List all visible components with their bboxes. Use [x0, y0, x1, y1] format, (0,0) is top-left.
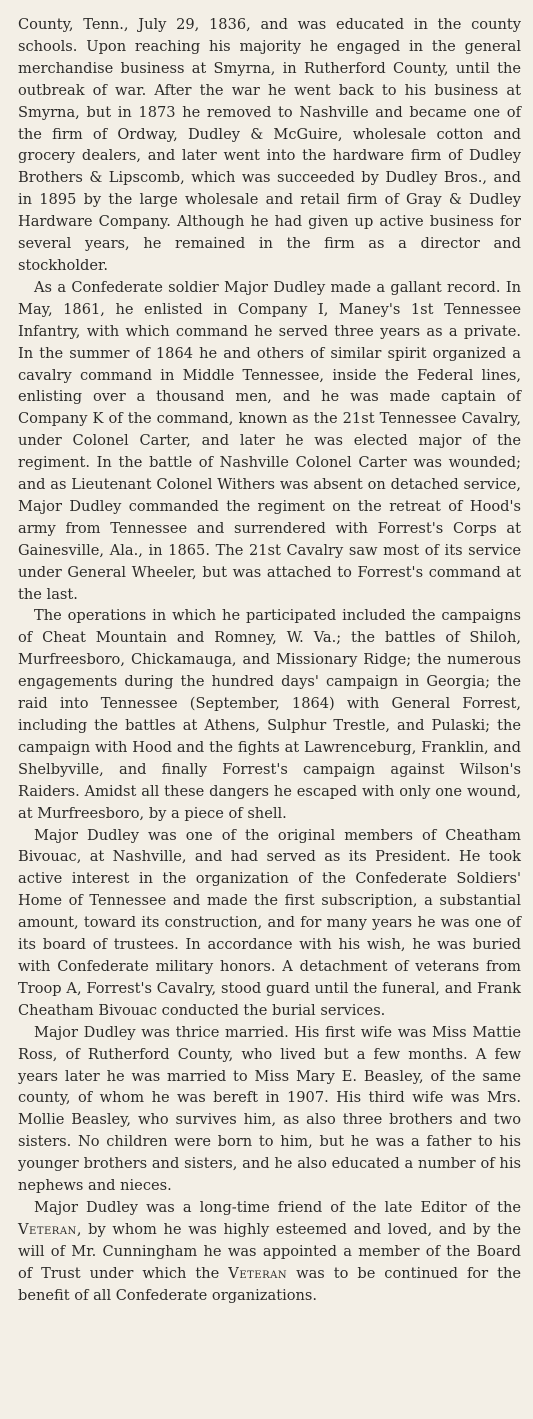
page-text [18, 14, 521, 1306]
paragraph-3: The operations in which he participated included the campaigns of Cheat Mountain and Romney, W. Va.; the battles of Shiloh, Murfreesboro, Chickamauga, and Missionary Ridge; the numerous engagements during the hundred days' campaign in Georgia; the raid into Tennessee (September, 1864) with General Forrest, including the battles at Athens, Sulphur Trestle, and Pulaski; the campaign with Hood and the fights at Lawrenceburg, Franklin, and Shelbyville, and finally Forrest's campaign against Wilson's Raiders. Amidst all these dangers he escaped with only one wound, at Murfreesboro, by a piece of shell. [18, 607, 521, 822]
paragraph-6 [18, 1197, 521, 1307]
paragraph-6-text-2: , by whom he was highly esteemed and loved, and by the will of Mr. Cunningham he was appointed a member of the Board of Trust under which the [18, 1220, 521, 1282]
paragraph-2: As a Confederate soldier Major Dudley made a gallant record. In May, 1861, he enlisted in Company I, Maney's 1st Tennessee Infantry, with which command he served three years as a private. In the summer of 1864 he and others of similar spirit organized a cavalry command in Middle Tennessee, inside the Federal lines, enlisting over a thousand men, and he was made captain of Company K of the command, known as the 21st Tennessee Cavalry, under Colonel Carter, and later he was elected major of the regiment. In the battle of Nashville Colonel Carter was wounded; and as Lieutenant Colonel Withers was absent on detached service, Major Dudley commanded the regiment on the retreat of Hood's army from Tennessee and surrendered with Forrest's Corps at Gainesville, Ala., in 1865. The 21st Cavalry saw most of its service under General Wheeler, but was attached to Forrest's command at the last. [18, 278, 521, 603]
veteran-name-1: Veteran [18, 1220, 77, 1238]
paragraph-4: Major Dudley was one of the original members of Cheatham Bivouac, at Nashville, and had served as its President. He took active interest in the organization of the Confederate Soldiers' Home of Tennessee and made the first subscription, a substantial amount, toward its construction, and for many years he was one of its board of trustees. In accordance with his wish, he was buried with Confederate military honors. A detachment of veterans from Troop A, Forrest's Cavalry, stood guard until the funeral, and Frank Cheatham Bivouac conducted the burial services. [18, 826, 521, 1019]
paragraph-6-text-1: Major Dudley was a long-time friend of the late Editor of the [34, 1198, 521, 1216]
paragraph-1: County, Tenn., July 29, 1836, and was educated in the county schools. Upon reaching his majority he engaged in the general merchandise business at Smyrna, in Rutherford County, until the outbreak of war. After the war he went back to his business at Smyrna, but in 1873 he removed to Nashville and became one of the firm of Ordway, Dudley & McGuire, wholesale cotton and grocery dealers, and later went into the hardware firm of Dudley Brothers & Lipscomb, which was succeeded by Dudley Bros., and in 1895 by the large wholesale and retail firm of Gray & Dudley Hardware Company. Although he had given up active business for several years, he remained in the firm as a director and stockholder. [18, 16, 521, 274]
paragraph-5: Major Dudley was thrice married. His first wife was Miss Mattie Ross, of Rutherford County, who lived but a few months. A few years later he was married to Miss Mary E. Beasley, of the same county, of whom he was bereft in 1907. His third wife was Mrs. Mollie Beasley, who survives him, as also three brothers and two sisters. No children were born to him, but he was a father to his younger brothers and sisters, and he also educated a number of his nephews and nieces. [18, 1023, 521, 1195]
paragraph-6-text-3: was to be continued for the benefit of all Confederate organizations. [18, 1264, 521, 1304]
veteran-name-2: Veteran [228, 1264, 288, 1282]
